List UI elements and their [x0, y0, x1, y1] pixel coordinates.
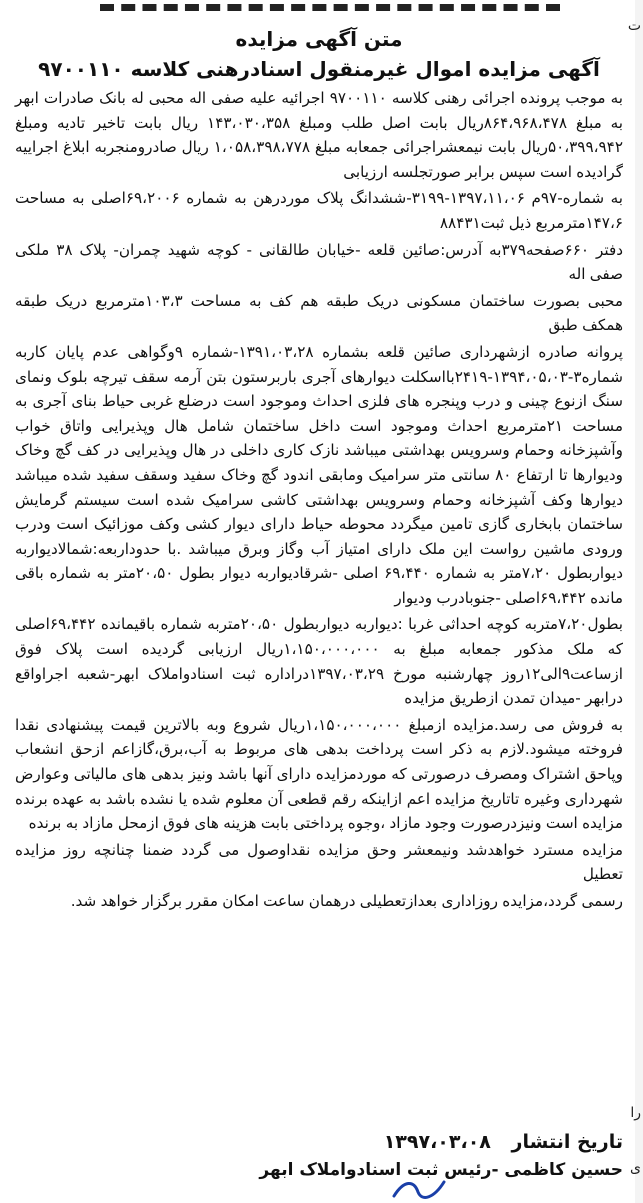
paragraph: محبی بصورت ساختمان مسکونی دریک طبقه هم کف به مساحت ۱۰۳،۳مترمربع دریک طبقه همکف طبق [15, 291, 623, 335]
paragraph: دفتر ۶۶۰صفحه۳۷۹به آدرس:صائین قلعه -خیابان طالقانی - کوچه شهید چمران- پلاک ۳۸ ملکی صفی اله [15, 240, 623, 284]
paragraph: به موجب پرونده اجرائی رهنی کلاسه ۹۷۰۰۱۱۰ اجرائیه علیه صفی اله محبی له بانک صادرات ابهر به مبلغ ۸۶۴،۹۶۸،۴۷۸ریال بابت اصل طلب ومبلغ ۱۴۳،۰۳۰،۳۵۸ ریال بابت تاخیر تادیه ومبلغ ۵۰،۳۹۹،۹۴۲ریال بابت نیمعشراجرائی جمعابه مبلغ ۱،۰۵۸،۳۹۸،۷۷۸ ریال صادرومنجربه ابلاغ اجراییه گرادیده است سپس برابر صورتجلسه ارزیابی [15, 89, 623, 181]
publish-label: تاریخ انتشار [511, 1131, 623, 1153]
paragraph: مزایده مسترد خواهدشد ونیمعشر وحق مزایده نقداوصول می گردد ضمنا چنانچه روز مزایده تعطیل [15, 840, 623, 884]
signature-flourish-icon [390, 1176, 450, 1202]
paragraph: به شماره-۹۷م ۱۳۹۷،۱۱،۰۶-۳۱۹۹-ششدانگ پلاک موردرهن به شماره ۶۹،۲۰۰۶اصلی به مساحت ۱۴۷،۶مترمربع ذیل ثبت۸۸۴۳۱ [15, 189, 623, 232]
paragraph: رسمی گردد،مزایده روزاداری بعدازتعطیلی درهمان ساعت امکان مقرر برگزار خواهد شد. [70, 892, 623, 910]
top-dashed-rule [100, 4, 560, 11]
margin-fragment: ت [627, 18, 641, 34]
right-margin-strip [635, 0, 643, 1203]
paragraph: به فروش می رسد.مزایده ازمبلغ ۱،۱۵۰،۰۰۰،۰۰۰ریال شروع وبه بالاترین قیمت پیشنهادی نقدا فروخته میشود.لازم به ذکر است پرداخت بدهی های مربوط به آب،برق،گازاعم ازحق انشعاب وپاحق اشتراک ومصرف درصورتی که موردمزایده دارای آنها باشد ونیز بدهی های مالیاتی وعوارض شهرداری وغیره تاتاریخ مزایده اعم ازاینکه رقم قطعی آن معلوم شده یا نشده باشد به عهده برنده مزایده است ونیزدرصورت وجود مازاد ،وجوه پرداختی بابت هزینه های فوق ازمحل مازاد به برنده [15, 715, 623, 833]
publish-date: ۱۳۹۷،۰۳،۰۸ [383, 1131, 491, 1153]
margin-fragment: ی [630, 1160, 641, 1176]
publish-row [15, 1128, 623, 1156]
signature-block [15, 1128, 623, 1184]
notice-body [15, 18, 623, 916]
margin-fragment: را [630, 1105, 641, 1121]
paragraph: بطول۷،۲۰متربه کوچه احداثی غربا :دیواربه دیواربطول ۲۰،۵۰متربه شماره باقیمانده ۶۹،۴۴۲اصلی که ملک مذکور جمعابه مبلغ به ۱،۱۵۰،۰۰۰،۰۰۰ریال ارزیابی گردیده است پلاک فوق ازساعت۹الی۱۲روز چهارشنبه مورخ ۱۳۹۷،۰۳،۲۹دراداره ثبت اسنادواملاک ابهر-شعبه اجراواقع درابهر -میدان تمدن ازطریق مزایده [15, 615, 624, 708]
paragraph: پروانه صادره ازشهرداری صائین قلعه بشماره ۱۳۹۱،۰۳،۲۸-شماره ۹وگواهی عدم پایان کاربه شماره۳-۱۳۹۴،۰۵،۰۳-۲۴۱۹بااسکلت دیوارهای آجری باربرستون بتن آرمه سقف تیرچه بلوک ونمای سنگ ازنوع چینی و درب وپنجره های فلزی احداث وموجود است درضلع غربی حیاط بنای آجری به مساحت ۲۱مترمربع احداث وموجود است داخل ساختمان شامل هال وپذیرایی واتاق خواب وآشپزخانه وحمام وسرویس بهداشتی میباشد نازک کاری داخلی در هال وپذیرایی در کف گچ وخاک ودیوارها تا ارتفاع ۸۰ سانتی متر سرامیک ومابقی اندود گچ وخاک سفید وسقف سفید شده میباشد دیوارها وکف آشپزخانه وحمام وسرویس بهداشتی کاشی سرامیک شده است سیستم گرمایش ساختمان بابخاری گازی تامین میگردد محوطه حیاط دارای دیوار کشی وکف موزائیک است ودرب ورودی ماشین رواست این ملک دارای امتیاز آب وگاز وبرق میباشد .با حدوداربعه:شمالادیواربه دیواربطول ۷،۲۰متر به شماره ۶۹،۴۴۰ اصلی -شرقادیواربه دیوار بطول ۲۰،۵۰متر به شماره باقی مانده ۶۹،۴۴۲اصلی -جنوبادرب ودیوار [15, 342, 623, 607]
notice-subheading: آگهی مزایده اموال غیرمنقول اسنادرهنی کلاسه ۹۷۰۰۱۱۰ [38, 57, 600, 81]
notice-heading: متن آگهی مزایده [235, 27, 403, 51]
signer-name: حسین کاظمی -رئیس ثبت اسنادواملاک ابهر [259, 1160, 623, 1180]
